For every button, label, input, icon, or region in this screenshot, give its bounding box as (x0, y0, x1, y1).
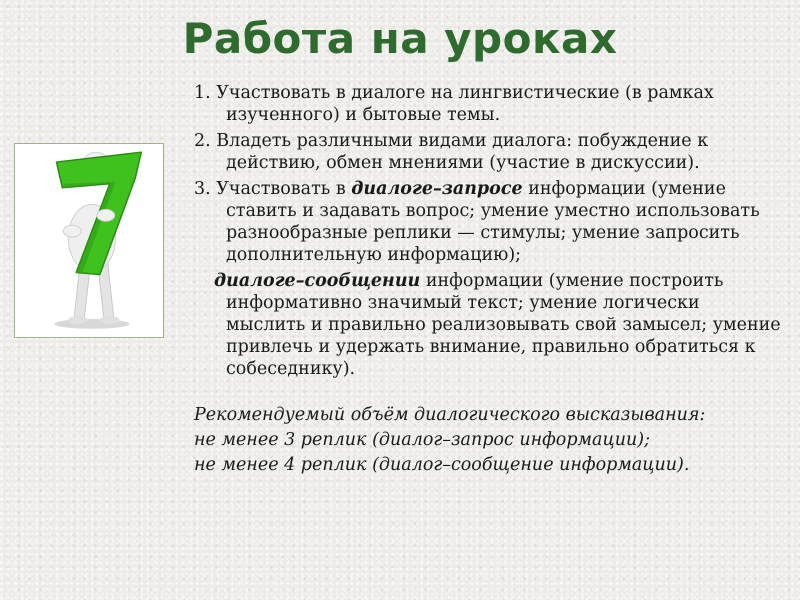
recommendation-line-1: не менее 3 реплик (диалог–запрос информации); (194, 430, 650, 450)
number-seven-illustration (14, 143, 164, 338)
requirement-item-1: 1. Участвовать в диалоге на лингвистические (в рамках изученного) и бытовые темы. (194, 83, 714, 125)
dialogue-message-term: диалоге–сообщении (214, 271, 421, 291)
dialogue-request-term: диалоге–запросе (351, 179, 523, 199)
recommendation-block (194, 404, 784, 476)
lesson-requirements (194, 82, 784, 479)
slide-title: Работа на уроках (182, 14, 618, 63)
requirement-item-3-continued: диалоге–сообщении информации (умение построить информативно значимый текст; умение логически мыслить и правильно реализовывать свой замысел; умение привлечь и удержать внимание, правильно обратиться к собеседнику). (214, 271, 781, 379)
requirement-item-3: 3. Участвовать в диалоге–запросе информации (умение ставить и задавать вопрос; умение уместно использовать разнообразные реплики — стимулы; умение запросить дополнительную информацию); (194, 179, 760, 265)
recommendation-line-2: не менее 4 реплик (диалог–сообщение информации). (194, 455, 690, 475)
recommendation-heading: Рекомендуемый объём диалогического высказывания: (194, 405, 706, 425)
requirement-item-2: 2. Владеть различными видами диалога: побуждение к действию, обмен мнениями (участие в дискуссии). (194, 131, 709, 173)
figure-holding-green-number-seven-icon (15, 144, 163, 337)
